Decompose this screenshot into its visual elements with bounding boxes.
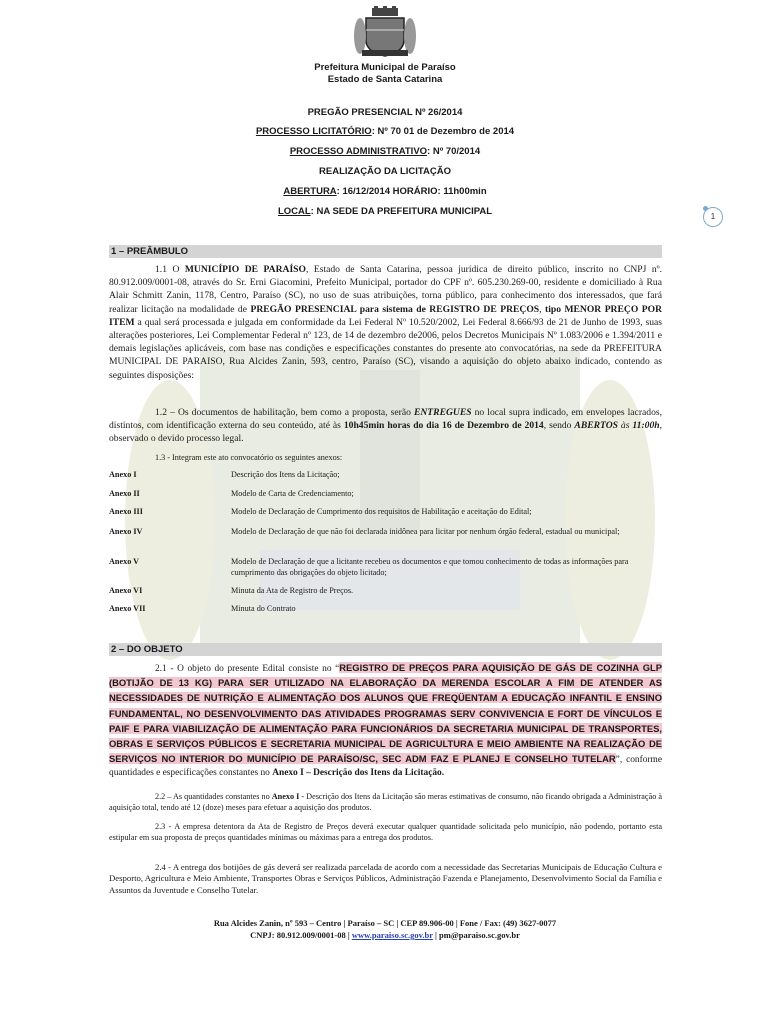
local-line: LOCAL: NA SEDE DA PREFEITURA MUNICIPAL [277,206,493,217]
paragraph-1-1: 1.1 O MUNICÍPIO DE PARAÍSO, Estado de Santa Catarina, pessoa jurídica de direito público, inscrito no CNPJ nº. 80.912.009/0001-08, através do Sr. Erni Giacomini, Prefeito Municipal, portador do CPF nº. 605.230.269-00, residente e domiciliado à Rua Alair Schmitt Zanin, 1178, Centro, Paraíso (SC), no uso de suas atribuições, torna público, para conhecimento dos interessados, que fará realizar licitação na modalidade de PREGÃO PRESENCIAL para sistema de REGISTRO DE PREÇOS, tipo MENOR PREÇO POR ITEM a qual será processada e julgada em conformidade da Lei Federal Nº 10.520/2002, Lei Federal 8.666/93 de 21 de Junho de 1993, suas alterações posteriores, Lei Complementar Federal nº 123, de 14 de dezembro de2006, pelos Decretos Municipais Nº 1.083/2006 e 1.394/2011 e demais legislações aplicáveis, com base nas condições e especificações constantes do presente ato convocatórias, na sede da PREFEITURA MUNICIPAL DE PARAISO, Rua Alcides Zanin, 593, centro, Paraíso (SC), visando a aquisição do objeto abaixo indicado, contendo as seguintes disposições: [109,264,663,381]
paragraph-1-2: 1.2 – Os documentos de habilitação, bem como a proposta, serão ENTREGUES no local supra indicado, em envelopes lacrados, distintos, com identificação externa do seu conteúdo, até às 10h45min horas do dia 16 de Dezembro de 2014, sendo ABERTOS às 11:00h, observado o devido processo legal. [109,407,663,444]
paragraph-2-1: 2.1 - O objeto do presente Edital consiste no “REGISTRO DE PREÇOS PARA AQUISIÇÃO DE GÁS DE COZINHA GLP (BOTIJÃO DE 13 KG) PARA SER UTILIZADO NA ELABORAÇÃO DA MERENDA ESCOLAR A FIM DE ATENDER AS NECESSIDADES DE NUTRIÇÃO E ALIMENTAÇÃO DOS ALUNOS QUE FREQÜENTAM A EDUCAÇÃO INFANTIL E ENSINO FUNDAMENTAL, NO DESENVOLVIMENTO DAS ATIVIDADES PROGRAMAS SERV CONVIVENCIA E FORT DE VÍNCULOS E PAIF E PARA VIABILIZAÇÃO DE ALIMENTAÇÃO PARA FUNCIONÁRIOS DA SECRETARIA MUNICIPAL DE TRANSPORTES, OBRAS E SERVIÇOS PÚBLICOS E SECRETARIA MUNICIPAL DE AGRICULTURA E MEIO AMBIENTE NA REALIZAÇÃO DE SERVIÇOS NO INTERIOR DO MUNICÍPIO DE PARAÍSO/SC, SEC ADM FAZ E PLANEJ E CONSELHO TUTELAR”, conforme quantidades e especificações constantes no Anexo I – Descrição dos Itens da Licitação. [109,662,662,779]
annex-row: Anexo VII Minuta do Contrato [109,604,296,613]
realizacao-title: REALIZAÇÃO DA LICITAÇÃO [319,166,451,177]
paragraph-1-3: 1.3 - Integram este ato convocatório os seguintes anexos: [155,453,343,462]
municipal-crest-logo [352,6,418,60]
annex-row: Anexo IV Modelo de Declaração de que não foi declarada inidônea para licitar por nenhum órgão federal, estadual ou municipal; [109,527,620,536]
section-heading-objeto: 2 – DO OBJETO [109,643,662,656]
annex-row: Anexo II Modelo de Carta de Credenciamento; [109,489,354,498]
website-link[interactable]: www.paraiso.sc.gov.br [351,930,433,940]
processo-licitatorio: PROCESSO LICITATÓRIO: Nº 70 01 de Dezembro de 2014 [255,126,515,137]
header-prefeitura: Prefeitura Municipal de Paraíso [314,62,456,73]
pregao-title: PREGÃO PRESENCIAL Nº 26/2014 [307,107,463,118]
paragraph-2-4: 2.4 - A entrega dos botijões de gás deverá ser realizada parcelada de acordo com a necessidade das Secretarias Municipais de Educação Cultura e Desporto, Agricultura e Meio Ambiente, Transportes Obras e Serviços Públicos, Administração Fazenda e Planejamento, Desenvolvimento Social da Família e Assuntos da Juventude e Conselho Tutelar. [109,862,662,895]
annex-row: Anexo V Modelo de Declaração de que a licitante recebeu os documentos e que tomou conhecimento de todas as informações para cumprimento das obrigações do objeto licitado; [109,557,629,577]
section-heading-preambulo: 1 – PREÂMBULO [109,245,662,258]
annex-row: Anexo III Modelo de Declaração de Cumprimento dos requisitos de Habilitação e aceitação do Edital; [109,507,532,516]
paragraph-2-2: 2.2 – As quantidades constantes no Anexo I - Descrição dos Itens da Licitação são meras estimativas de consumo, não ficando obrigada a Administração à aquisição total, tendo até 12 (doze) meses para efetuar a aquisição dos produtos. [109,792,662,812]
footer-contact: CNPJ: 80.912.009/0001-08 | www.paraiso.sc.gov.br | pm@paraiso.sc.gov.br [250,930,520,940]
header-estado: Estado de Santa Catarina [327,74,443,85]
footer-address: Rua Alcides Zanin, nº 593 – Centro | Paraíso – SC | CEP 89.906-00 | Fone / Fax: (49) 3627-0077 [213,918,557,928]
annex-row: Anexo VI Minuta da Ata de Registro de Preços. [109,586,354,595]
paragraph-2-3: 2.3 - A empresa detentora da Ata de Registro de Preços deverá executar qualquer quantidade solicitada pelo município, não podendo, portanto esta estipular em sua proposta de preços quantidades mínimas ou máximas para a entrega dos produtos. [109,822,662,842]
annex-row: Anexo I Descrição dos Itens da Licitação; [109,470,340,479]
processo-administrativo: PROCESSO ADMINISTRATIVO: Nº 70/2014 [289,146,481,157]
abertura-line: ABERTURA: 16/12/2014 HORÁRIO: 11h00min [283,186,487,197]
page-number: 1 [703,207,723,227]
